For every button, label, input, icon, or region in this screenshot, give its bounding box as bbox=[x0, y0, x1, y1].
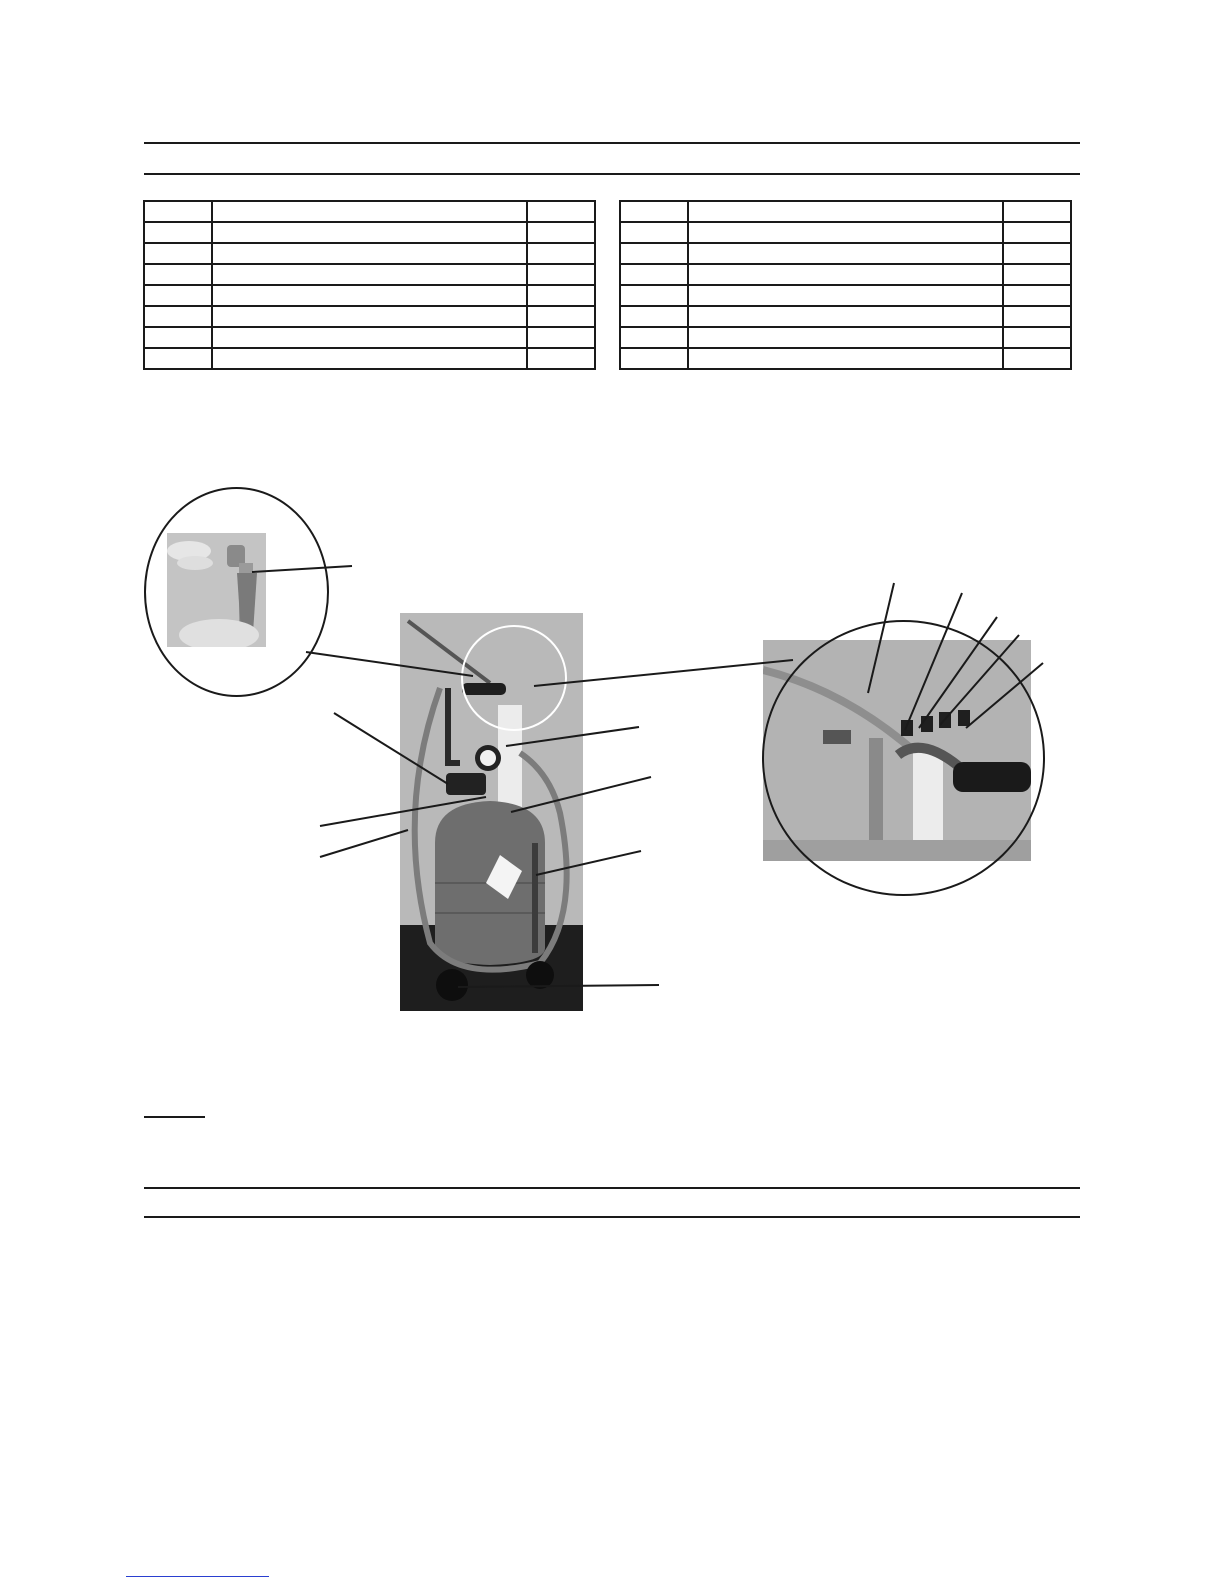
note-label-underline bbox=[144, 1116, 205, 1118]
footer-rule-bottom bbox=[144, 1216, 1080, 1218]
footer-link[interactable] bbox=[126, 1576, 269, 1577]
footer-rule-top bbox=[144, 1187, 1080, 1189]
